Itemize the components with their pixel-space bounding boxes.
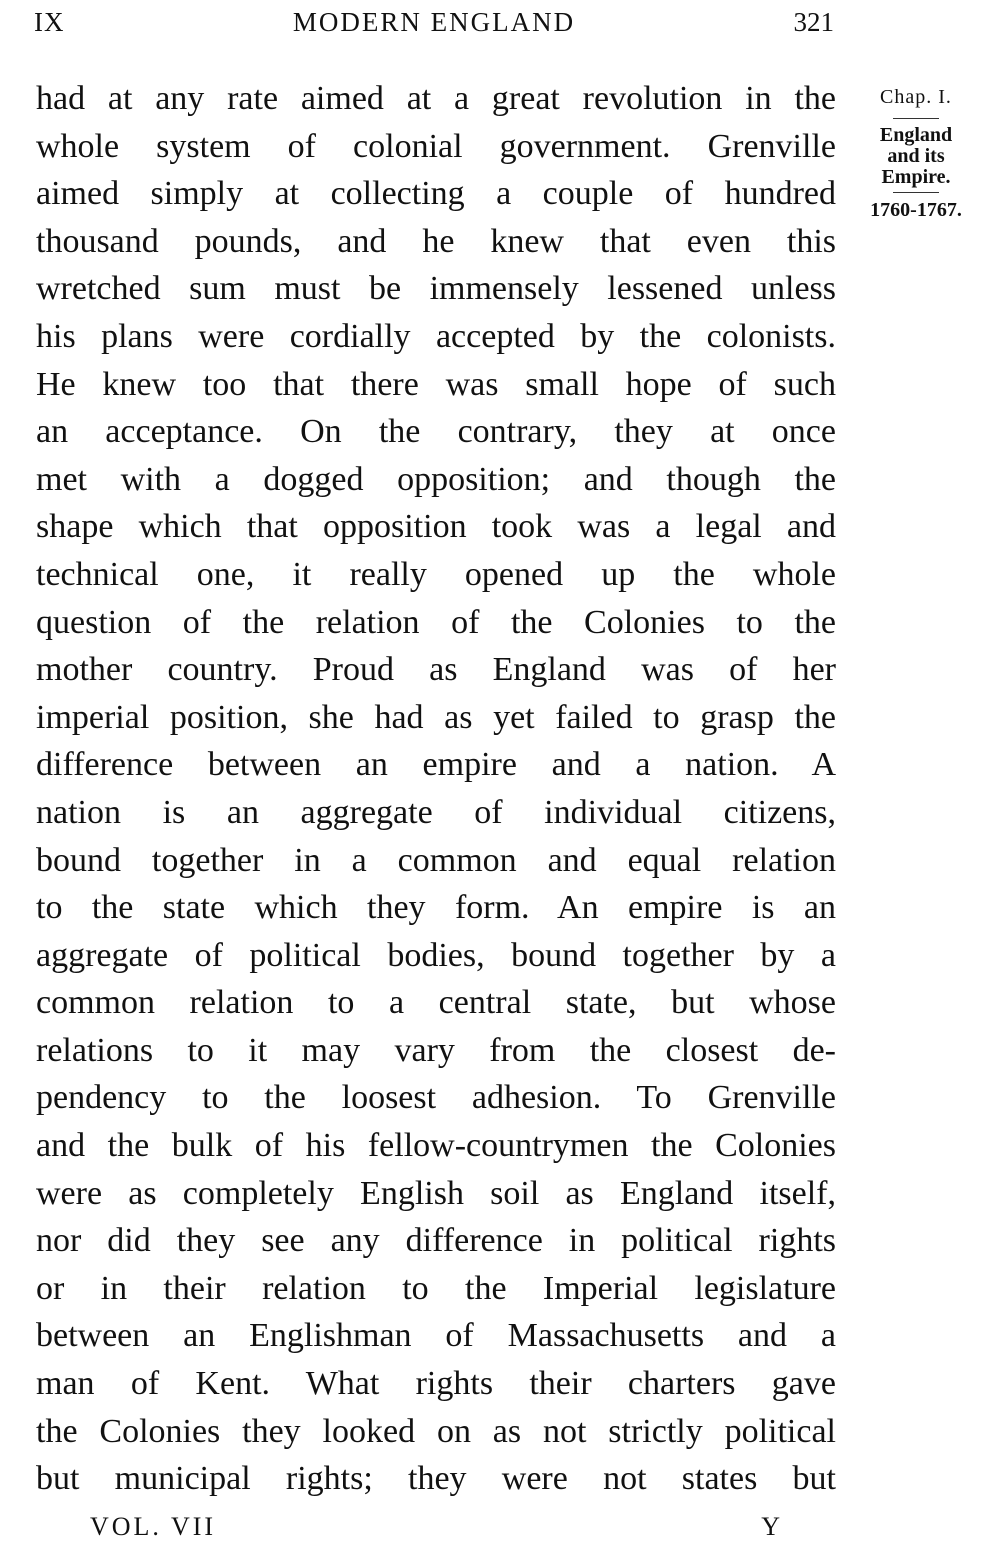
margin-divider (893, 118, 939, 119)
margin-topic-line: and its (887, 145, 945, 167)
text-line: whole system of colonial government. Grenville (36, 127, 836, 165)
text-line: aimed simply at collecting a couple of hundred (36, 175, 836, 213)
text-line: question of the relation of the Colonies to the (36, 603, 836, 641)
page-footer (90, 1512, 830, 1542)
margin-topic-line: England (879, 124, 953, 146)
text-line: relations to it may vary from the closest de- (36, 1031, 836, 1069)
text-line: nation is an aggregate of individual citizens, (36, 793, 836, 831)
text-line: his plans were cordially accepted by the colonists. (36, 317, 836, 355)
text-line: pendency to the loosest adhesion. To Grenville (36, 1079, 836, 1117)
margin-divider (893, 192, 939, 193)
text-line: aggregate of political bodies, bound together by a (36, 936, 836, 974)
text-line: but municipal rights; they were not states but (36, 1460, 836, 1498)
text-line: He knew too that there was small hope of such (36, 365, 836, 403)
printer-signature: Y (761, 1512, 780, 1541)
chapter-number: IX (34, 7, 65, 37)
page-number: 321 (793, 7, 834, 37)
text-line: imperial position, she had as yet failed to grasp the (36, 698, 836, 736)
text-line: to the state which they form. An empire is an (36, 889, 836, 927)
margin-topic-line: Empire. (881, 166, 951, 188)
text-line: wretched sum must be immensely lessened unless (36, 270, 836, 308)
volume-signature: VOL. VII (90, 1512, 217, 1541)
text-line: man of Kent. What rights their charters gave (36, 1365, 836, 1403)
margin-dates: 1760-1767. (870, 199, 962, 221)
text-line: and the bulk of his fellow-countrymen the Colonies (36, 1127, 836, 1165)
text-line: technical one, it really opened up the whole (36, 555, 836, 593)
text-line: difference between an empire and a nation. A (36, 746, 836, 784)
text-line: an acceptance. On the contrary, they at once (36, 413, 836, 451)
text-line: thousand pounds, and he knew that even this (36, 222, 836, 260)
text-line: had at any rate aimed at a great revolution in the (36, 80, 836, 117)
text-line: mother country. Proud as England was of her (36, 651, 836, 689)
text-line: bound together in a common and equal relation (36, 841, 836, 879)
running-header (34, 2, 834, 42)
text-line: met with a dogged opposition; and though the (36, 460, 836, 498)
text-line: shape which that opposition took was a legal and (36, 508, 836, 546)
text-line: were as completely English soil as England itself, (36, 1174, 836, 1212)
margin-chapter: Chap. I. (880, 86, 952, 108)
text-line: the Colonies they looked on as not strictly political (36, 1412, 836, 1450)
running-title: MODERN ENGLAND (292, 7, 576, 37)
text-line: between an Englishman of Massachusetts and a (36, 1317, 836, 1355)
text-line: nor did they see any difference in political rights (36, 1222, 836, 1260)
main-text (36, 75, 836, 1503)
text-line: or in their relation to the Imperial legislature (36, 1269, 836, 1307)
text-line: common relation to a central state, but whose (36, 984, 836, 1022)
margin-note (860, 86, 972, 221)
